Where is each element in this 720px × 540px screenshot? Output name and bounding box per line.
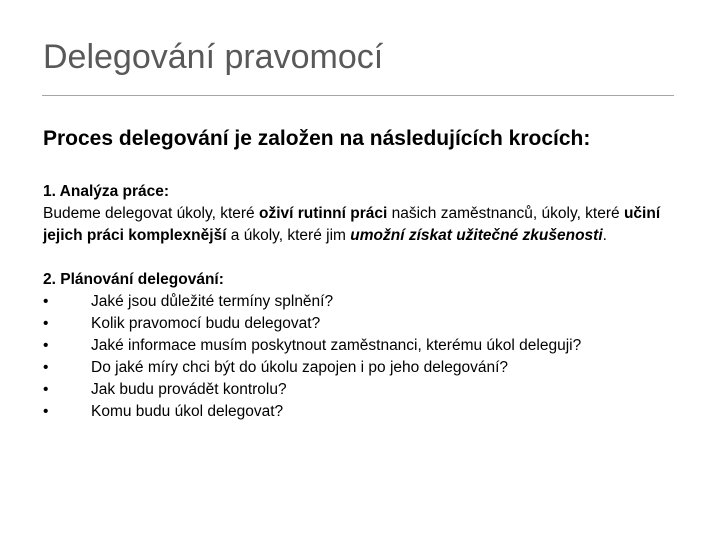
list-item — [43, 401, 683, 423]
slide-title: Delegování pravomocí — [43, 38, 384, 76]
analysis-bold-b: učiní jejich práci komplexnější — [43, 205, 661, 244]
list-item-text: Komu budu úkol delegovat? — [91, 403, 284, 420]
list-item — [43, 313, 683, 335]
list-item-text: Do jaké míry chci být do úkolu zapojen i po jeho delegování? — [91, 359, 509, 376]
planning-bullet-list — [43, 291, 683, 423]
list-item-text: Jaké informace musím poskytnout zaměstnanci, kterému úkol deleguji? — [91, 337, 582, 354]
section-analysis-text — [43, 203, 683, 247]
list-item — [43, 335, 683, 357]
title-divider — [42, 95, 674, 96]
analysis-bold-c: umožní získat užitečné zkušenosti — [350, 227, 603, 244]
analysis-text-b: našich zaměstnanců, úkoly, které — [387, 205, 624, 222]
list-item-text: Kolik pravomocí budu delegovat? — [91, 315, 321, 332]
bullet-icon: • — [43, 359, 49, 376]
section-analysis-heading: 1. Analýza práce: — [43, 183, 170, 200]
analysis-text-d: . — [602, 227, 607, 244]
list-item — [43, 357, 683, 379]
section-planning-heading: 2. Plánování delegování: — [43, 271, 224, 288]
analysis-bold-a: oživí rutinní práci — [258, 205, 388, 222]
list-item — [43, 291, 683, 313]
list-item-text: Jak budu provádět kontrolu? — [91, 381, 287, 398]
slide-body — [43, 181, 683, 423]
list-item — [43, 379, 683, 401]
list-item-text: Jaké jsou důležité termíny splnění? — [91, 293, 334, 310]
slide-subtitle: Proces delegování je založen na následujících krocích: — [43, 127, 591, 150]
bullet-icon: • — [43, 403, 49, 420]
bullet-icon: • — [43, 293, 49, 310]
analysis-text-a: Budeme delegovat úkoly, které — [43, 205, 259, 222]
bullet-icon: • — [43, 381, 49, 398]
bullet-icon: • — [43, 337, 49, 354]
section-gap — [43, 247, 683, 269]
analysis-text-c: a úkoly, které jim — [226, 227, 351, 244]
bullet-icon: • — [43, 315, 49, 332]
